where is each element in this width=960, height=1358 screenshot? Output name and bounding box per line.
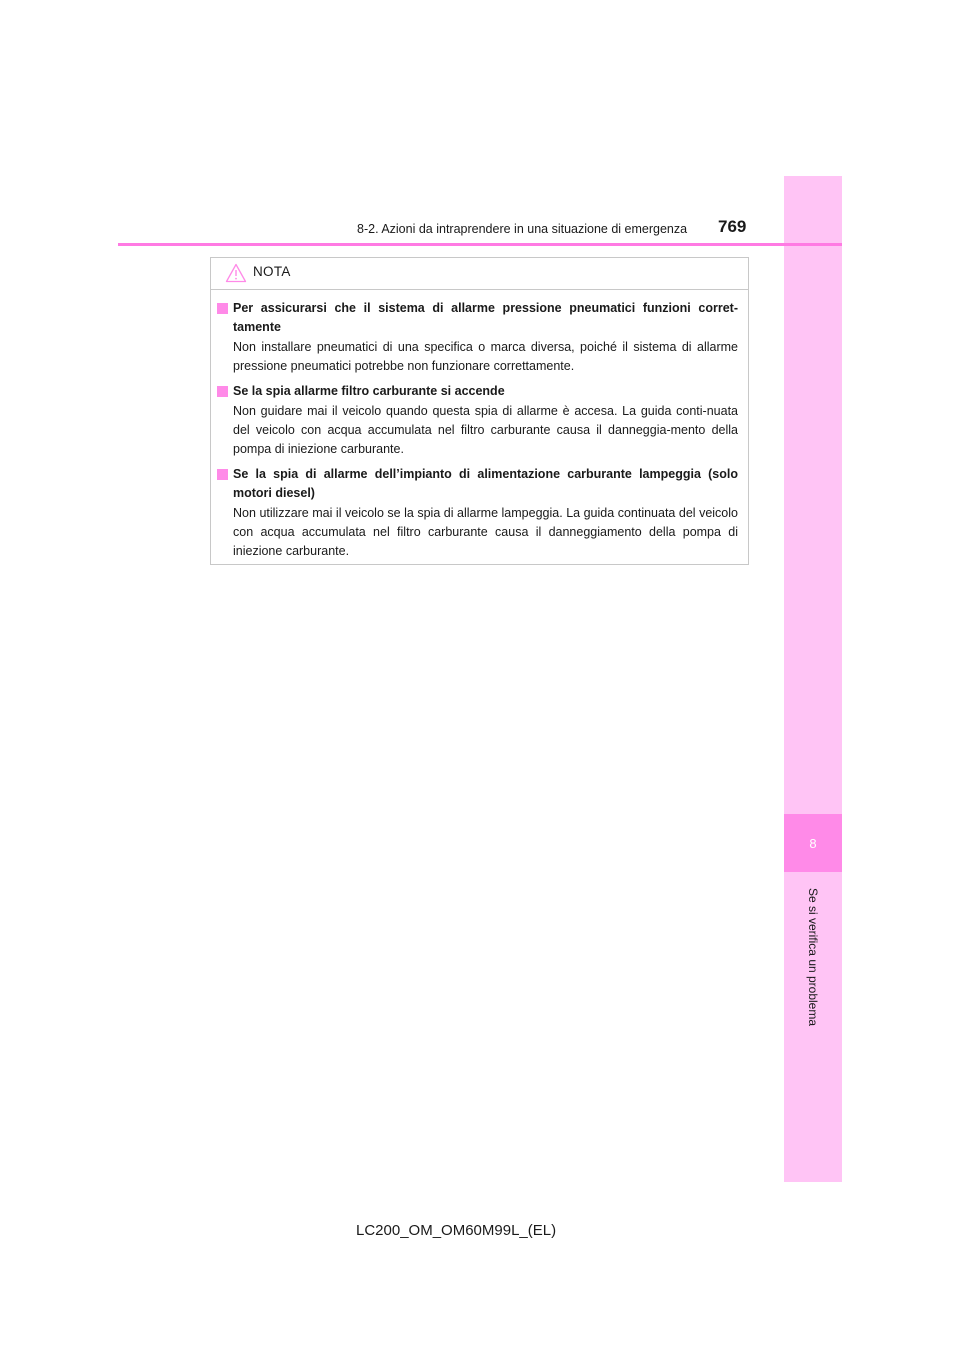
note-item: [217, 299, 738, 376]
chapter-side-tab: [784, 176, 842, 1182]
chapter-label-container: [800, 884, 826, 1030]
section-title: 8-2. Azioni da intraprendere in una situazione di emergenza: [357, 222, 688, 236]
square-bullet-icon: [217, 386, 228, 397]
header-divider: [118, 243, 842, 246]
note-item-body: Non guidare mai il veicolo quando questa spia di allarme è accesa. La guida conti-nuata del veicolo con acqua accumulata nel filtro carburante causa il danneggia-mento della pompa di iniezione carburante.: [233, 404, 738, 456]
note-item-body: Non utilizzare mai il veicolo se la spia di allarme lampeggia. La guida continuata del veicolo con acqua accumulata nel filtro carburante causa il danneggiamento della pompa di iniezione carburante.: [233, 506, 738, 558]
note-item-heading: Per assicurarsi che il sistema di allarme pressione pneumatici funzioni corret-tamente: [233, 301, 738, 334]
page-number: 769: [718, 217, 747, 236]
note-item: [217, 465, 738, 561]
warning-triangle-icon: [225, 263, 247, 283]
note-item-heading: Se la spia allarme filtro carburante si accende: [233, 384, 505, 398]
note-item-body: Non installare pneumatici di una specifica o marca diversa, poiché il sistema di allarme pressione pneumatici potrebbe non funzionare correttamente.: [233, 340, 738, 373]
note-item: [217, 382, 738, 459]
note-header: [211, 258, 748, 290]
note-title: NOTA: [253, 264, 291, 279]
note-box: [210, 257, 749, 565]
document-code: LC200_OM_OM60M99L_(EL): [356, 1222, 557, 1239]
square-bullet-icon: [217, 469, 228, 480]
chapter-number-tab[interactable]: [784, 814, 842, 872]
note-body: [211, 290, 748, 561]
note-item-heading: Se la spia di allarme dell’impianto di alimentazione carburante lampeggia (solo motori diesel): [233, 467, 738, 500]
chapter-number: 8: [809, 835, 817, 851]
chapter-label: Se si verifica un problema: [806, 887, 821, 1027]
square-bullet-icon: [217, 303, 228, 314]
